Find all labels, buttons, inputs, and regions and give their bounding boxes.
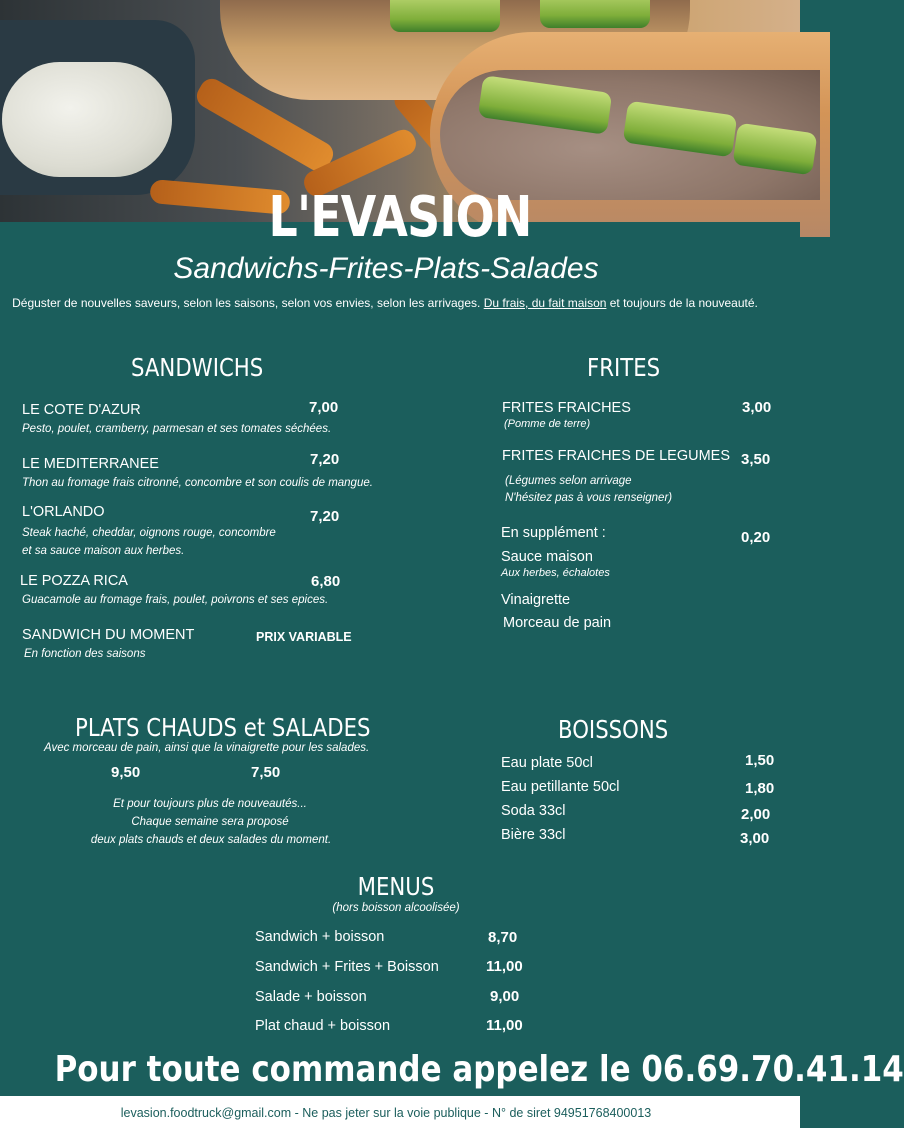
sandwich-price: 6,80 — [311, 573, 341, 590]
sandwich-desc: Guacamole au fromage frais, poulet, poivrons et ses epices. — [22, 594, 329, 606]
sandwich-name: LE MEDITERRANEE — [22, 456, 159, 472]
supplement-sauce-desc: Aux herbes, échalotes — [501, 567, 610, 579]
boissons-heading: BOISSONS — [558, 715, 669, 744]
boisson-price: 3,00 — [740, 830, 770, 847]
sandwich-name: L'ORLANDO — [22, 504, 105, 520]
plats-price: 9,50 — [111, 764, 141, 781]
frites-name: FRITES FRAICHES — [502, 400, 631, 416]
frites-price: 3,50 — [741, 451, 771, 468]
boisson-name: Soda 33cl — [501, 803, 566, 819]
boisson-name: Eau petillante 50cl — [501, 779, 620, 795]
sandwich-price: 7,20 — [310, 451, 340, 468]
boisson-name: Bière 33cl — [501, 827, 566, 843]
sandwich-name: SANDWICH DU MOMENT — [22, 627, 195, 643]
frites-desc: N'hésitez pas à vous renseigner) — [505, 492, 673, 504]
plats-news: Chaque semaine sera proposé — [131, 816, 289, 828]
salades-price: 7,50 — [251, 764, 281, 781]
boisson-name: Eau plate 50cl — [501, 755, 593, 771]
restaurant-title: L'EVASION — [268, 185, 532, 250]
sandwich-name: LE COTE D'AZUR — [22, 402, 141, 418]
intro-underlined: Du frais, du fait maison — [483, 296, 607, 310]
cucumber-slice — [390, 0, 500, 32]
sandwich-name: LE POZZA RICA — [20, 573, 128, 589]
sandwich-desc: Steak haché, cheddar, oignons rouge, concombre — [22, 527, 276, 539]
boisson-price: 1,50 — [745, 752, 775, 769]
supplement-sauce: Sauce maison — [501, 549, 593, 565]
menu-name: Sandwich + boisson — [255, 929, 385, 945]
sandwich-desc: En fonction des saisons — [24, 648, 146, 660]
plats-news: Et pour toujours plus de nouveautés... — [113, 798, 307, 810]
sandwich-price: 7,00 — [309, 399, 339, 416]
sandwich-price: 7,20 — [310, 508, 340, 525]
menu-name: Sandwich + Frites + Boisson — [255, 959, 439, 975]
menu-price: 8,70 — [488, 929, 518, 946]
frites-name: FRITES FRAICHES DE LEGUMES — [502, 448, 731, 464]
menus-note: (hors boisson alcoolisée) — [332, 902, 460, 914]
menu-price: 9,00 — [490, 988, 520, 1005]
restaurant-subtitle: Sandwichs-Frites-Plats-Salades — [173, 252, 599, 285]
frites-desc: (Pomme de terre) — [504, 418, 591, 430]
frites-price: 3,00 — [742, 399, 772, 416]
sandwich-desc: Thon au fromage frais citronné, concombre et son coulis de mangue. — [22, 477, 373, 489]
menu-name: Plat chaud + boisson — [255, 1018, 391, 1034]
boisson-price: 1,80 — [745, 780, 775, 797]
menu-price: 11,00 — [486, 958, 523, 975]
sandwich-desc: et sa sauce maison aux herbes. — [22, 545, 185, 557]
menus-heading: MENUS — [357, 872, 435, 901]
sandwich-desc: Pesto, poulet, cramberry, parmesan et ses tomates séchées. — [22, 423, 332, 435]
plats-heading: PLATS CHAUDS et SALADES — [75, 713, 371, 742]
supplement-label: En supplément : — [501, 525, 606, 541]
cucumber-slice — [540, 0, 650, 28]
plats-note: Avec morceau de pain, ainsi que la vinaigrette pour les salades. — [44, 742, 370, 754]
order-phone-call: Pour toute commande appelez le 06.69.70.41.14 — [54, 1049, 904, 1090]
frites-desc: (Légumes selon arrivage — [505, 475, 632, 487]
sandwichs-heading: SANDWICHS — [131, 353, 264, 382]
boisson-price: 2,00 — [741, 806, 771, 823]
supplement-vinaigrette: Vinaigrette — [501, 592, 571, 608]
footer-text: levasion.foodtruck@gmail.com - Ne pas jeter sur la voie publique - N° de siret 94951768400013 — [120, 1106, 652, 1120]
sauce — [2, 62, 172, 177]
intro-start: Déguster de nouvelles saveurs, selon les saisons, selon vos envies, selon les arrivages. — [12, 296, 484, 310]
supplement-pain: Morceau de pain — [503, 615, 612, 631]
menu-name: Salade + boisson — [255, 989, 367, 1005]
frites-heading: FRITES — [587, 353, 661, 382]
plats-news: deux plats chauds et deux salades du moment. — [90, 834, 332, 846]
intro-text — [0, 294, 770, 312]
menu-price: 11,00 — [486, 1017, 523, 1034]
supplement-price: 0,20 — [741, 529, 771, 546]
sandwich-price-variable: PRIX VARIABLE — [256, 630, 352, 644]
intro-end: et toujours de la nouveauté. — [606, 296, 758, 310]
